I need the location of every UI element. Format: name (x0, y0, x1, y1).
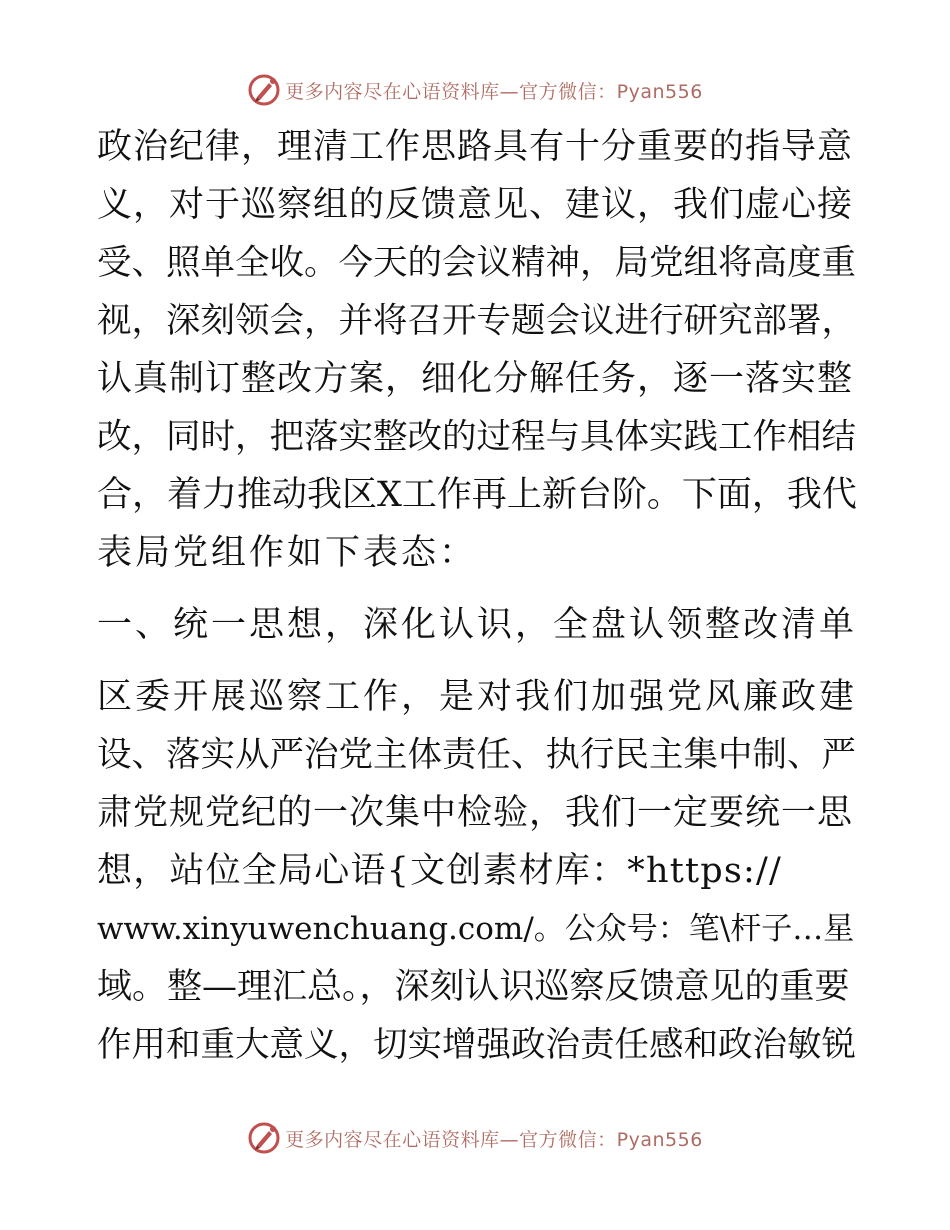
text-line: 受、照单全收。今天的会议精神，局党组将高度重 (97, 243, 856, 283)
watermark-wechat-text: 官方微信：Pyan556 (519, 80, 703, 103)
text-line: 表局党组作如下表态： (97, 533, 478, 573)
text-line: 合，着力推动我区X工作再上新台阶。下面，我代 (97, 475, 857, 515)
watermark-text (285, 1125, 703, 1152)
header-watermark (0, 70, 950, 110)
text-line: 肃党规党纪的一次集中检验，我们一定要统一思 (97, 793, 854, 833)
text-line: 作用和重大意义，切实增强政治责任感和政治敏锐 (97, 1025, 856, 1065)
text-line: 想，站位全局心语{文创素材库：*https:// (97, 851, 782, 891)
text-line: 视，深刻领会，并将召开专题会议进行研究部署， (97, 301, 856, 341)
watermark-site-text: 更多内容尽在心语资料库 (285, 80, 500, 103)
text-line: www.xinyuwenchuang.com/。公众号：笔\杆子…星 (97, 911, 855, 947)
text-line: 区委开展巡察工作，是对我们加强党风廉政建 (97, 677, 858, 717)
paragraph-1 (97, 118, 857, 582)
watermark-text (285, 77, 703, 104)
text-line: 义，对于巡察组的反馈意见、建议，我们虚心接 (97, 185, 854, 225)
watermark-wechat-text: 官方微信：Pyan556 (519, 1128, 703, 1151)
text-line: 域。整—理汇总。，深刻认识巡察反馈意见的重要 (97, 967, 850, 1007)
watermark-separator: — (499, 1128, 520, 1151)
section-heading: 一、统一思想，深化认识，全盘认领整改清单 (97, 605, 858, 645)
text-line: 设、落实从严治党主体责任、执行民主集中制、严 (97, 735, 856, 775)
text-line: 改，同时，把落实整改的过程与具体实践工作相结 (97, 417, 856, 457)
text-line: 认真制订整改方案，细化分解任务，逐一落实整 (97, 359, 854, 399)
footer-watermark (0, 1118, 950, 1158)
pen-logo-icon (247, 1121, 281, 1155)
watermark-site-text: 更多内容尽在心语资料库 (285, 1128, 500, 1151)
watermark-separator: — (499, 80, 520, 103)
text-line: 政治纪律，理清工作思路具有十分重要的指导意 (97, 127, 854, 167)
document-body (97, 118, 857, 1074)
paragraph-2 (97, 668, 857, 1074)
pen-logo-icon (247, 73, 281, 107)
